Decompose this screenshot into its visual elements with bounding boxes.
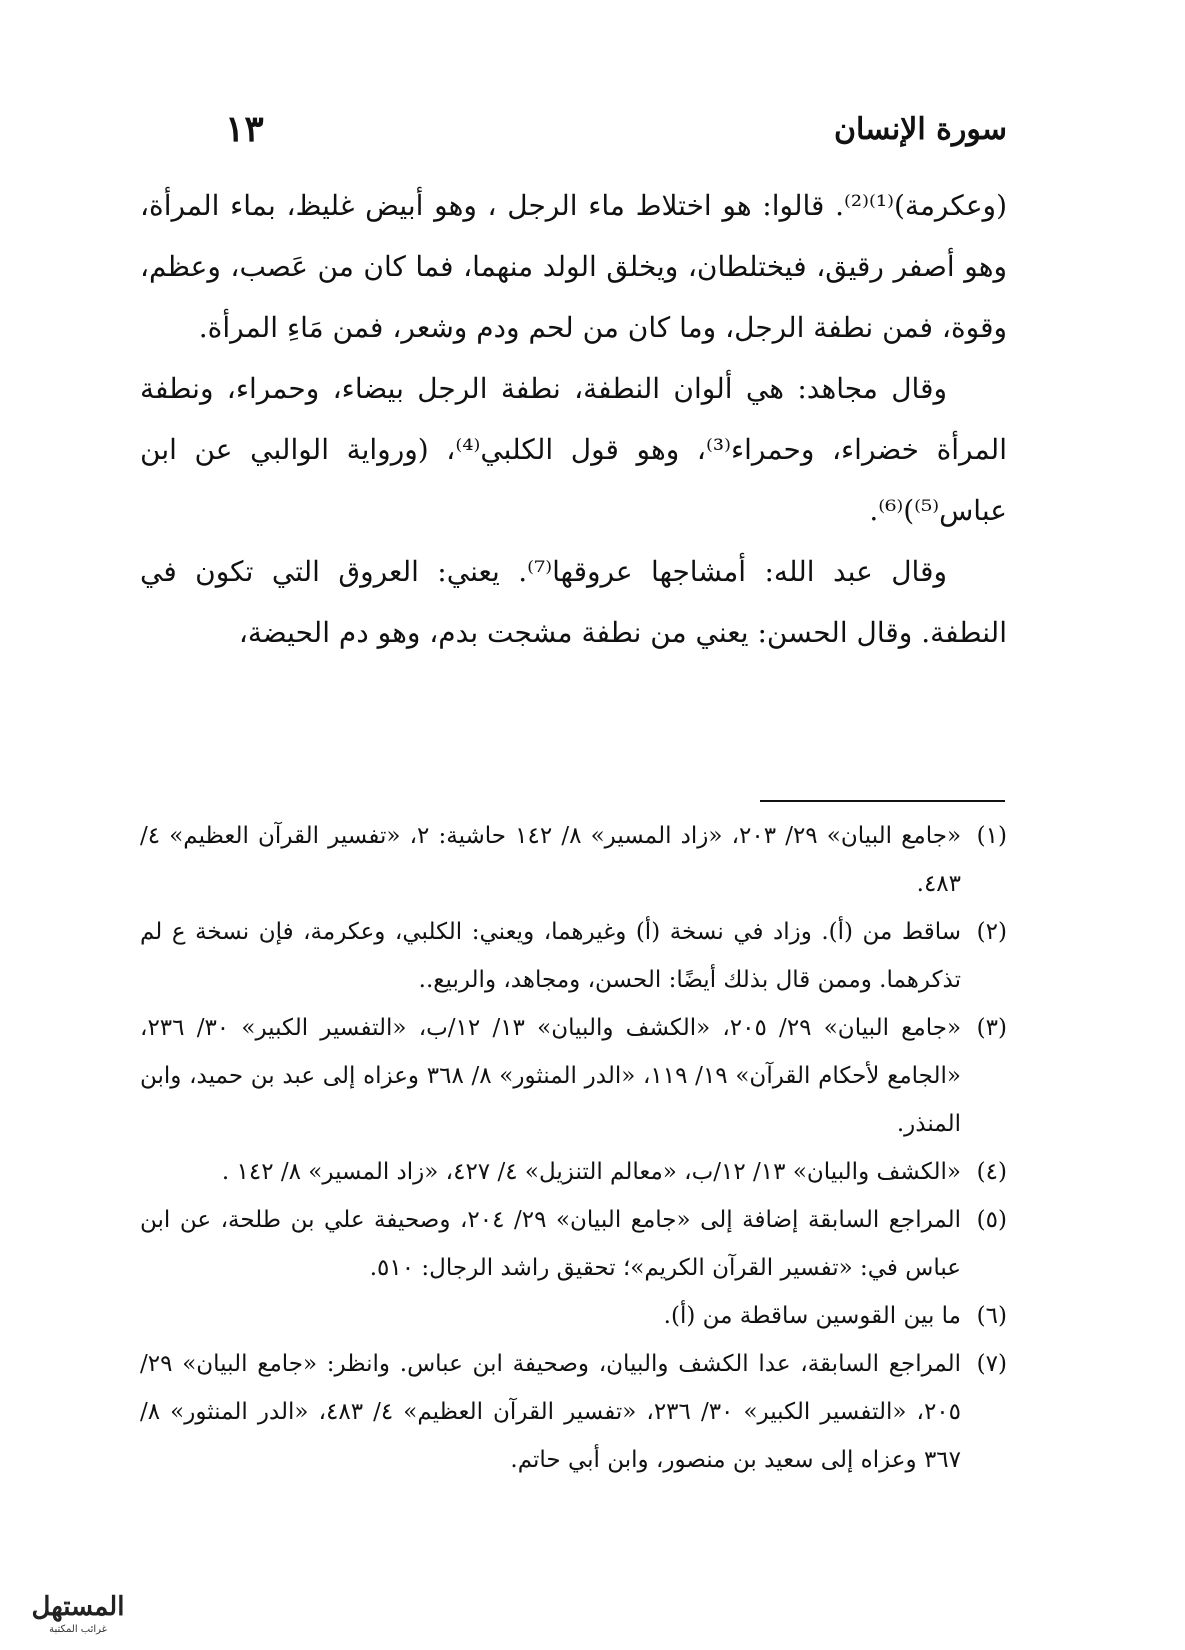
footnote-text: «جامع البيان» ٢٩/ ٢٠٣، «زاد المسير» ٨/ ١٤٢ حاشية: ٢، «تفسير القرآن العظيم» ٤/ ٤٨٣.	[140, 823, 962, 897]
footnote-7	[140, 1340, 1007, 1484]
footnote-text: «جامع البيان» ٢٩/ ٢٠٥، «الكشف والبيان» ١٣/ ١٢/ب، «التفسير الكبير» ٣٠/ ٢٣٦، «الجامع لأحكام القرآن» ١٩/ ١١٩، «الدر المنثور» ٨/ ٣٦٨ وعزاه إلى عبد بن حميد، وابن المنذر.	[140, 1015, 962, 1137]
footnotes	[140, 812, 1007, 1484]
footnote-number: (٤)	[976, 1159, 1007, 1185]
footnote-text: المراجع السابقة إضافة إلى «جامع البيان» ٢٩/ ٢٠٤، وصحيفة علي بن طلحة، عن ابن عباس في: «تفسير القرآن الكريم»؛ تحقيق راشد الرجال: ٥١٠.	[140, 1207, 961, 1281]
paragraph-2: وقال مجاهد: هي ألوان النطفة، نطفة الرجل بيضاء، وحمراء، ونطفة المرأة خضراء، وحمراء⁽³⁾، وهو قول الكلبي⁽⁴⁾، (ورواية الوالبي عن ابن عباس⁽⁵⁾)⁽⁶⁾.	[140, 372, 1007, 527]
logo-text: المستهل	[31, 1592, 125, 1622]
footnote-text: المراجع السابقة، عدا الكشف والبيان، وصحيفة ابن عباس. وانظر: «جامع البيان» ٢٩/ ٢٠٥، «التفسير الكبير» ٣٠/ ٢٣٦، «تفسير القرآن العظيم» ٤/ ٤٨٣، «الدر المنثور» ٨/ ٣٦٧ وعزاه إلى سعيد بن منصور، وابن أبي حاتم.	[140, 1351, 962, 1473]
footnote-2	[140, 908, 1007, 1004]
paragraph-1: (وعكرمة)⁽¹⁾⁽²⁾. قالوا: هو اختلاط ماء الرجل ، وهو أبيض غليظ، بماء المرأة، وهو أصفر رقيق، فيختلطان، ويخلق الولد منهما، فما كان من عَصب، وعظم، وقوة، فمن نطفة الرجل، وما كان من لحم ودم وشعر، فمن مَاءِ المرأة.	[140, 189, 1007, 344]
calligraphy-logo-icon	[18, 1585, 136, 1637]
surah-title: سورة الإنسان	[833, 112, 1007, 147]
footnote-number: (٢)	[976, 919, 1007, 945]
footnote-4	[140, 1148, 1007, 1196]
footnote-6	[140, 1292, 1007, 1340]
footnote-text: ساقط من (أ). وزاد في نسخة (أ) وغيرهما، ويعني: الكلبي، وعكرمة، فإن نسخة ع لم تذكرهما. وممن قال بذلك أيضًا: الحسن، ومجاهد، والربيع..	[140, 919, 961, 993]
footnote-number: (٣)	[976, 1015, 1007, 1041]
logo-subtext: غرائب المكتبة	[49, 1624, 107, 1635]
footnote-number: (٧)	[976, 1351, 1007, 1377]
paragraph-3: وقال عبد الله: أمشاجها عروقها⁽⁷⁾. يعني: العروق التي تكون في النطفة. وقال الحسن: يعني من نطفة مشجت بدم، وهو دم الحيضة،	[140, 555, 1007, 649]
footnote-3	[140, 1004, 1007, 1148]
footnote-5	[140, 1196, 1007, 1292]
footnote-number: (٦)	[976, 1303, 1007, 1329]
footnote-text: ما بين القوسين ساقطة من (أ).	[663, 1303, 961, 1329]
main-text	[140, 175, 1007, 663]
page-number: ١٣	[225, 108, 264, 150]
footnote-number: (٥)	[976, 1207, 1007, 1233]
footnote-1	[140, 812, 1007, 908]
footnote-text: «الكشف والبيان» ١٣/ ١٢/ب، «معالم التنزيل» ٤/ ٤٢٧، «زاد المسير» ٨/ ١٤٢ .	[221, 1159, 961, 1185]
footnote-number: (١)	[976, 823, 1007, 849]
footnote-divider	[760, 800, 1005, 802]
